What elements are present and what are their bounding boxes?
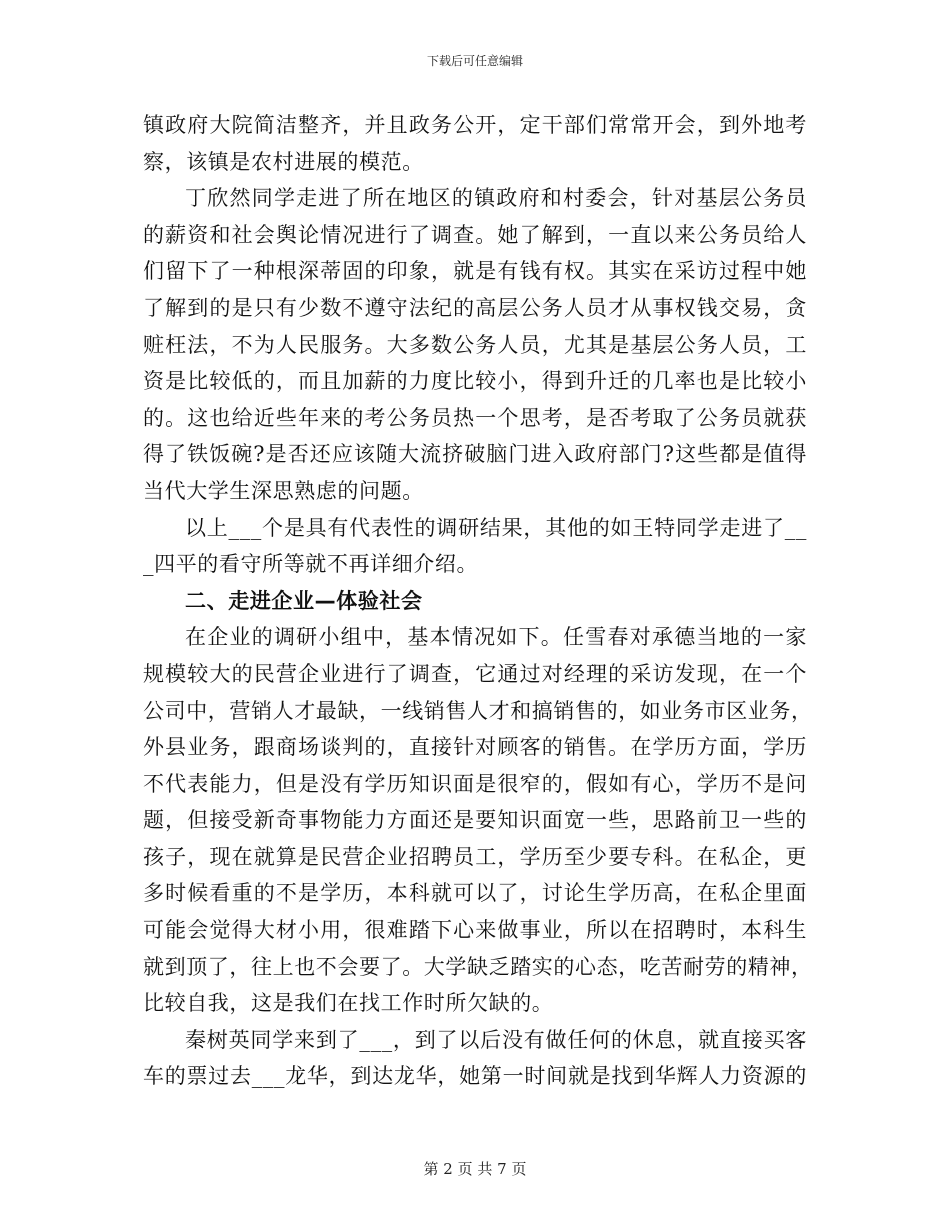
paragraph-start-line: 丁欣然同学走进了所在地区的镇政府和村委会，针对基层公务员 — [185, 186, 807, 211]
body-line: 孩子，现在就算是民营企业招聘员工，学历至少要专科。在私企，更 — [143, 844, 807, 869]
body-line: 公司中，营销人才最缺，一线销售人才和搞销售的，如业务市区业务， — [143, 698, 813, 723]
paragraph-start-line: 在企业的调研小组中，基本情况如下。任雪春对承德当地的一家 — [185, 625, 807, 650]
body-line: 赃枉法，不为人民服务。大多数公务人员，尤其是基层公务人员，工 — [143, 332, 807, 357]
body-line: 不代表能力，但是没有学历知识面是很窄的，假如有心，学历不是问 — [143, 771, 807, 796]
body-line: 比较自我，这是我们在找工作时所欠缺的。 — [143, 991, 554, 1016]
document-body — [143, 107, 813, 1095]
body-line: 当代大学生深思熟虑的问题。 — [143, 478, 424, 503]
body-line: 规模较大的民营企业进行了调查，它通过对经理的采访发现，在一个 — [143, 661, 807, 686]
body-line: 车的票过去___龙华，到达龙华，她第一时间就是找到华辉人力资源的 — [143, 1064, 807, 1089]
body-line: 外县业务，跟商场谈判的，直接针对顾客的销售。在学历方面，学历 — [143, 735, 807, 760]
paragraph-start-line: 秦树英同学来到了___，到了以后没有做任何的休息，就直接买客 — [185, 1027, 807, 1052]
body-line: 察，该镇是农村进展的模范。 — [143, 149, 424, 174]
body-line: 题，但接受新奇事物能力方面还是要知识面宽一些，思路前卫一些的 — [143, 808, 807, 833]
body-line: 们留下了一种根深蒂固的印象，就是有钱有权。其实在采访过程中她 — [143, 259, 807, 284]
body-line: 资是比较低的，而且加薪的力度比较小，得到升迁的几率也是比较小 — [143, 369, 807, 394]
body-line: 的。这也给近些年来的考公务员热一个思考，是否考取了公务员就获 — [143, 405, 807, 430]
section-heading: 二、走进企业—体验社会 — [185, 588, 423, 613]
body-line: 多时候看重的不是学历，本科就可以了，讨论生学历高，在私企里面 — [143, 881, 807, 906]
page-number-footer: 第 2 页 共 7 页 — [423, 1160, 527, 1178]
body-line: _四平的看守所等就不再详细介绍。 — [143, 552, 479, 577]
paragraph-start-line: 以上___个是具有代表性的调研结果，其他的如王特同学走进了__ — [185, 515, 807, 540]
body-line: 的薪资和社会舆论情况进行了调查。她了解到，一直以来公务员给人 — [143, 222, 807, 247]
page-header: 下载后可任意编辑 — [426, 54, 523, 68]
body-line: 了解到的是只有少数不遵守法纪的高层公务人员才从事权钱交易，贪 — [143, 295, 807, 320]
body-line: 就到顶了，往上也不会要了。大学缺乏踏实的心态，吃苦耐劳的精神， — [143, 954, 813, 979]
body-line: 可能会觉得大材小用，很难踏下心来做事业，所以在招聘时，本科生 — [143, 918, 807, 943]
body-line: 镇政府大院简洁整齐，并且政务公开，定干部们常常开会，到外地考 — [143, 113, 807, 137]
body-line: 得了铁饭碗?是否还应该随大流挤破脑门进入政府部门?这些都是值得 — [143, 442, 807, 467]
